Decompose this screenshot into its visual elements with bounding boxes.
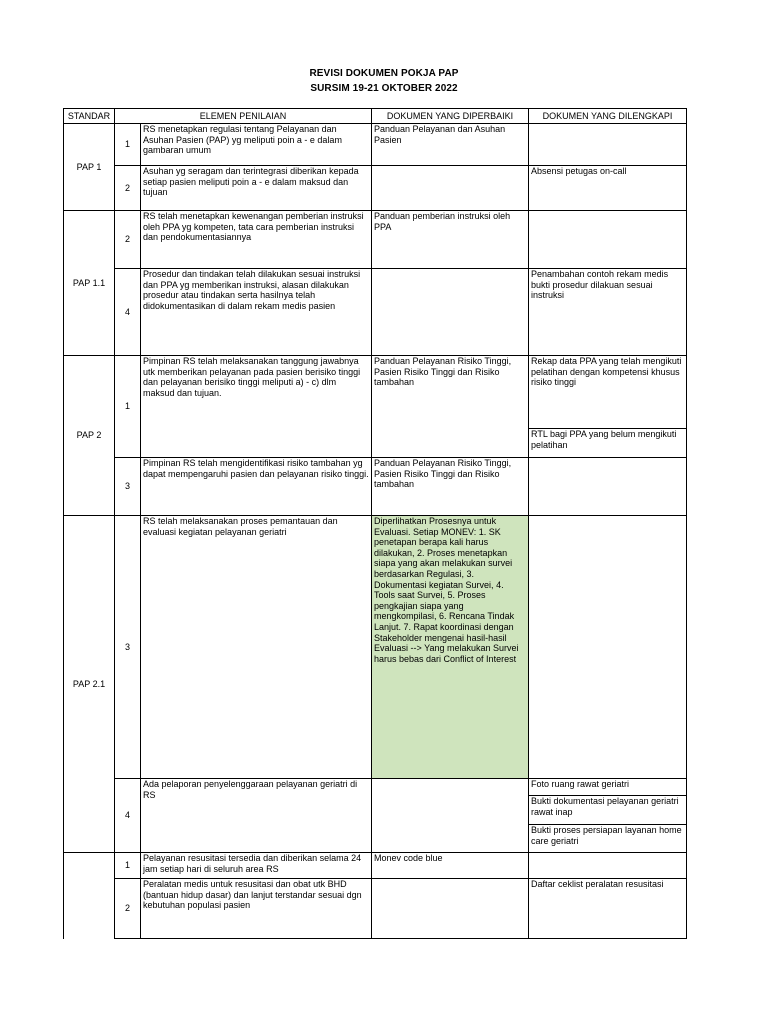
doc-dilengkapi xyxy=(529,211,687,269)
doc-diperbaiki xyxy=(372,269,529,356)
element-text: RS menetapkan regulasi tentang Pelayanan dan Asuhan Pasien (PAP) yg meliputi poin a - e dalam gambaran umum xyxy=(141,124,372,166)
table-row xyxy=(64,356,687,429)
doc-diperbaiki-highlighted: Diperlihatkan Prosesnya untuk Evaluasi. Setiap MONEV: 1. SK penetapan berapa kali harus dilakukan, 2. Proses menetapkan siapa yang akan melakukan survei berdasarkan Regulasi, 3. Dokumentasi kegiatan Survei, 4. Tools saat Survei, 5. Proses pengkajian siapa yang mengkompilasi, 6. Rencana Tindak Lanjut. 7. Rapat koordinasi dengan Stakeholder mengenai hasil-hasil Evaluasi --> Yang melakukan Survei harus bebas dari Conflict of Interest xyxy=(372,516,529,779)
table-row xyxy=(64,211,687,269)
doc-dilengkapi: Daftar ceklist peralatan resusitasi xyxy=(529,879,687,939)
doc-dilengkapi xyxy=(529,124,687,166)
doc-dilengkapi: Absensi petugas on-call xyxy=(529,166,687,211)
standard-label: PAP 2.1 xyxy=(64,516,115,853)
standard-label xyxy=(64,853,115,939)
doc-dilengkapi xyxy=(529,853,687,879)
header-dokumen-diperbaiki: DOKUMEN YANG DIPERBAIKI xyxy=(372,109,529,124)
document-subtitle: SURSIM 19-21 OKTOBER 2022 xyxy=(310,83,458,94)
doc-dilengkapi: Bukti dokumentasi pelayanan geriatri rawat inap xyxy=(529,796,687,825)
doc-dilengkapi: RTL bagi PPA yang belum mengikuti pelatihan xyxy=(529,429,687,458)
table-header-row xyxy=(64,109,687,124)
element-number: 4 xyxy=(115,269,141,356)
standard-label: PAP 1.1 xyxy=(64,211,115,356)
doc-diperbaiki: Panduan Pelayanan dan Asuhan Pasien xyxy=(372,124,529,166)
doc-dilengkapi: Foto ruang rawat geriatri xyxy=(529,779,687,796)
element-text: Prosedur dan tindakan telah dilakukan sesuai instruksi dan PPA yg memberikan instruksi, alasan dilakukan prosedur atau tindakan serta hasilnya telah didokumentasikan di dalam rekam medis pasien xyxy=(141,269,372,356)
element-number: 3 xyxy=(115,458,141,516)
doc-diperbaiki: Panduan Pelayanan Risiko Tinggi, Pasien Risiko Tinggi dan Risiko tambahan xyxy=(372,356,529,458)
table-row xyxy=(64,166,687,211)
doc-diperbaiki: Panduan Pelayanan Risiko Tinggi, Pasien Risiko Tinggi dan Risiko tambahan xyxy=(372,458,529,516)
element-text: Pelayanan resusitasi tersedia dan diberikan selama 24 jam setiap hari di seluruh area RS xyxy=(141,853,372,879)
doc-diperbaiki: Monev code blue xyxy=(372,853,529,879)
element-text: Asuhan yg seragam dan terintegrasi diberikan kepada setiap pasien meliputi poin a - e dalam maksud dan tujuan xyxy=(141,166,372,211)
table-row xyxy=(64,853,687,879)
doc-diperbaiki xyxy=(372,779,529,853)
doc-dilengkapi: Penambahan contoh rekam medis bukti prosedur dilakuan sesuai instruksi xyxy=(529,269,687,356)
element-number: 1 xyxy=(115,124,141,166)
table-row xyxy=(64,124,687,166)
element-number: 2 xyxy=(115,166,141,211)
element-number: 4 xyxy=(115,779,141,853)
table-row xyxy=(64,779,687,796)
element-number: 2 xyxy=(115,211,141,269)
standard-label: PAP 1 xyxy=(64,124,115,211)
element-text: Peralatan medis untuk resusitasi dan obat utk BHD (bantuan hidup dasar) dan lanjut terstandar sesuai dgn kebutuhan populasi pasien xyxy=(141,879,372,939)
document-title: REVISI DOKUMEN POKJA PAP xyxy=(309,68,459,79)
element-text: Ada pelaporan penyelenggaraan pelayanan geriatri di RS xyxy=(141,779,372,853)
header-dokumen-dilengkapi: DOKUMEN YANG DILENGKAPI xyxy=(529,109,687,124)
doc-dilengkapi: Bukti proses persiapan layanan home care geriatri xyxy=(529,825,687,853)
element-number: 1 xyxy=(115,356,141,458)
element-number: 3 xyxy=(115,516,141,779)
element-text: RS telah menetapkan kewenangan pemberian instruksi oleh PPA yg kompeten, tata cara pemberian instruksi dan pendokumentasiannya xyxy=(141,211,372,269)
standard-label: PAP 2 xyxy=(64,356,115,516)
element-text: Pimpinan RS telah melaksanakan tanggung jawabnya utk memberikan pelayanan pada pasien berisiko tinggi dan pelayanan berisiko tinggi meliputi a) - c) dlm maksud dan tujuan. xyxy=(141,356,372,458)
doc-diperbaiki: Panduan pemberian instruksi oleh PPA xyxy=(372,211,529,269)
revision-table xyxy=(63,108,687,939)
table-row xyxy=(64,516,687,779)
doc-diperbaiki xyxy=(372,879,529,939)
element-number: 2 xyxy=(115,879,141,939)
header-elemen-penilaian: ELEMEN PENILAIAN xyxy=(115,109,372,124)
table-row xyxy=(64,458,687,516)
doc-diperbaiki xyxy=(372,166,529,211)
table-row xyxy=(64,269,687,356)
element-text: Pimpinan RS telah mengidentifikasi risiko tambahan yg dapat mempengaruhi pasien dan pelayanan risiko tinggi. xyxy=(141,458,372,516)
doc-dilengkapi: Rekap data PPA yang telah mengikuti pelatihan dengan kompetensi khusus risiko tinggi xyxy=(529,356,687,429)
header-standar: STANDAR xyxy=(64,109,115,124)
doc-dilengkapi xyxy=(529,516,687,779)
doc-dilengkapi xyxy=(529,458,687,516)
element-number: 1 xyxy=(115,853,141,879)
table-row xyxy=(64,879,687,939)
element-text: RS telah melaksanakan proses pemantauan dan evaluasi kegiatan pelayanan geriatri xyxy=(141,516,372,779)
